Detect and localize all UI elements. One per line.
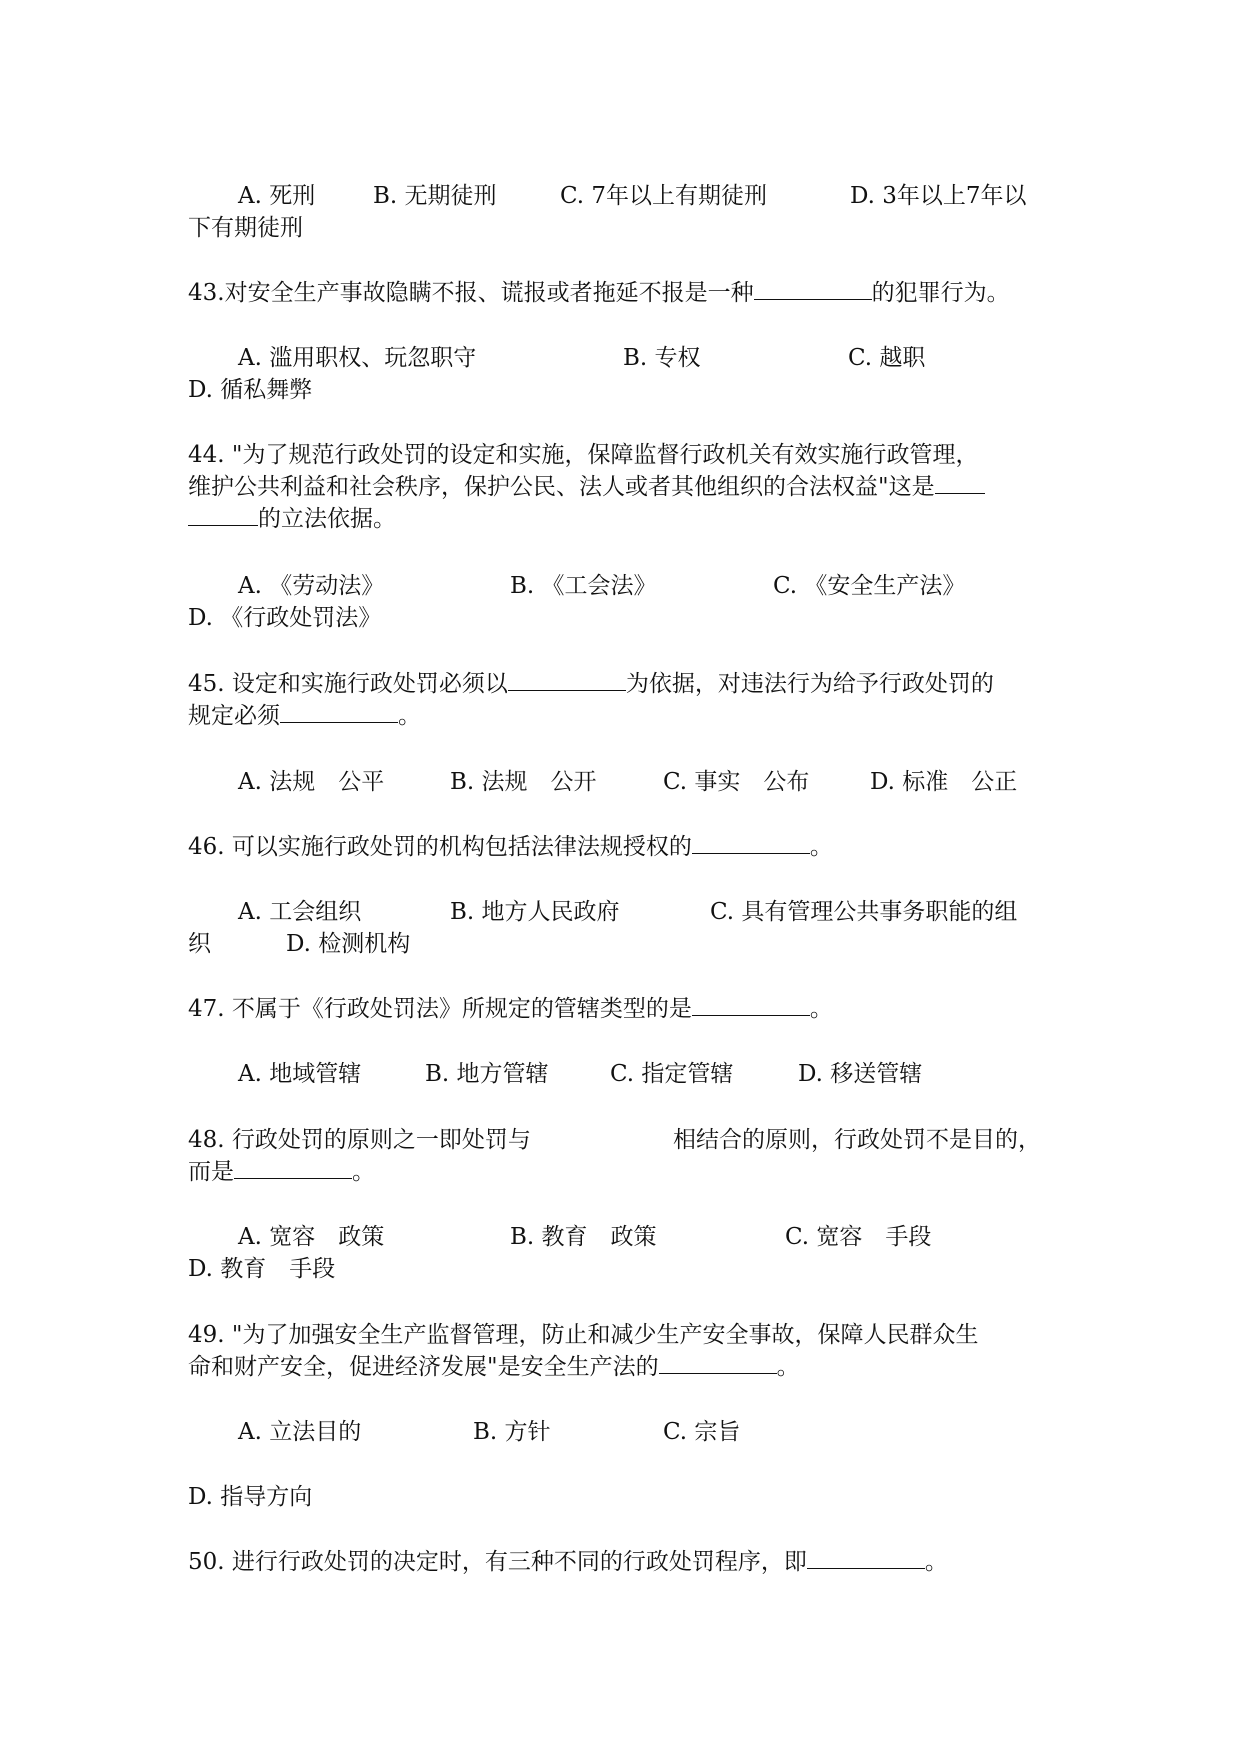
option-d: D. 3年以上7年以 — [850, 183, 1027, 209]
q44-options-cont: D. 《行政处罚法》 — [188, 605, 382, 631]
question-text: 而是 — [188, 1159, 234, 1185]
q50-question — [188, 1546, 1068, 1578]
q49-question-line1: 49. "为了加强安全生产监督管理，防止和减少生产安全事故，保障人民群众生 — [188, 1322, 979, 1348]
q45-question-line1 — [188, 668, 1068, 700]
answer-blank — [692, 831, 810, 854]
q47-question — [188, 993, 1068, 1025]
q45-question-line2 — [188, 700, 1068, 732]
option-b: B. 教育 政策 — [510, 1224, 657, 1250]
option-a: A. 工会组织 — [238, 899, 362, 925]
answer-blank — [807, 1546, 925, 1569]
q49-options-cont: D. 指导方向 — [188, 1484, 313, 1510]
question-text-end: 。 — [924, 1549, 948, 1575]
question-text-end: 。 — [398, 703, 421, 729]
option-b: B. 专权 — [623, 345, 701, 371]
question-text-end: 的犯罪行为。 — [871, 280, 1010, 306]
option-c: C. 越职 — [848, 345, 926, 371]
question-text: 47. 不属于《行政处罚法》所规定的管辖类型的是 — [188, 996, 692, 1022]
option-b: B. 方针 — [473, 1419, 551, 1445]
answer-blank — [935, 471, 985, 494]
answer-blank — [692, 993, 810, 1016]
q48-question-line2 — [188, 1156, 1068, 1188]
q46-options-cont — [188, 928, 1068, 1056]
q44-question-line1: 44. "为了规范行政处罚的设定和实施，保障监督行政机关有效实施行政管理， — [188, 442, 979, 468]
option-a: A. 立法目的 — [238, 1419, 362, 1445]
option-a: A. 滥用职权、玩忽职守 — [238, 345, 477, 371]
option-c: C. 《安全生产法》 — [773, 573, 966, 599]
option-b: B. 法规 公开 — [450, 769, 597, 795]
question-text-cont: 相结合的原则，行政处罚不是目的， — [673, 1127, 1041, 1153]
answer-blank — [234, 1156, 352, 1179]
option-d: D. 标准 公正 — [870, 769, 1018, 795]
option-b: B. 《工会法》 — [510, 573, 657, 599]
question-text: 43.对安全生产事故隐瞒不报、谎报或者拖延不报是一种 — [188, 280, 754, 306]
option-a: A. 死刑 — [238, 183, 316, 209]
option-a: A. 宽容 政策 — [238, 1224, 385, 1250]
option-b: B. 地方人民政府 — [450, 899, 620, 925]
option-c: C. 宗旨 — [663, 1419, 741, 1445]
question-text-end: 。 — [352, 1159, 375, 1185]
question-text: 维护公共利益和社会秩序，保护公民、法人或者其他组织的合法权益"这是 — [188, 474, 935, 500]
option-c: C. 具有管理公共事务职能的组 — [710, 899, 1018, 925]
q43-question — [188, 277, 1068, 309]
q44-question-line3 — [188, 503, 1068, 535]
option-b: B. 无期徒刑 — [373, 183, 497, 209]
answer-blank — [188, 503, 258, 526]
answer-blank — [754, 277, 872, 300]
option-a: A. 法规 公平 — [238, 769, 385, 795]
question-text-end: 。 — [809, 834, 833, 860]
question-text-end: 的立法依据。 — [258, 506, 396, 532]
answer-blank — [659, 1351, 777, 1374]
question-text: 46. 可以实施行政处罚的机构包括法律法规授权的 — [188, 834, 692, 860]
option-c: C. 指定管辖 — [610, 1061, 734, 1087]
option-a: A. 《劳动法》 — [238, 573, 385, 599]
answer-blank — [508, 668, 626, 691]
q48-options-cont: D. 教育 手段 — [188, 1256, 336, 1282]
option-c-cont: 织 — [188, 931, 211, 957]
option-c: C. 事实 公布 — [663, 769, 810, 795]
question-text: 命和财产安全，促进经济发展"是安全生产法的 — [188, 1354, 659, 1380]
question-text-end: 。 — [809, 996, 833, 1022]
question-text: 规定必须 — [188, 703, 280, 729]
q43-options-cont: D. 循私舞弊 — [188, 377, 313, 403]
answer-blank — [280, 700, 398, 723]
q44-question-line2 — [188, 471, 1068, 503]
q49-question-line2 — [188, 1351, 1068, 1383]
option-a: A. 地域管辖 — [238, 1061, 362, 1087]
q42-options-cont: 下有期徒刑 — [188, 215, 303, 241]
q46-question — [188, 831, 1068, 863]
option-b: B. 地方管辖 — [425, 1061, 549, 1087]
question-text-end: 。 — [776, 1354, 800, 1380]
question-text: 48. 行政处罚的原则之一即处罚与 — [188, 1127, 531, 1153]
option-c: C. 宽容 手段 — [785, 1224, 932, 1250]
question-text-cont: 为依据，对违法行为给予行政处罚的 — [625, 671, 994, 697]
option-c: C. 7年以上有期徒刑 — [560, 183, 768, 209]
question-text: 50. 进行行政处罚的决定时，有三种不同的行政处罚程序，即 — [188, 1549, 807, 1575]
option-d: D. 检测机构 — [286, 931, 411, 957]
question-text: 45. 设定和实施行政处罚必须以 — [188, 671, 508, 697]
option-d: D. 移送管辖 — [798, 1061, 923, 1087]
